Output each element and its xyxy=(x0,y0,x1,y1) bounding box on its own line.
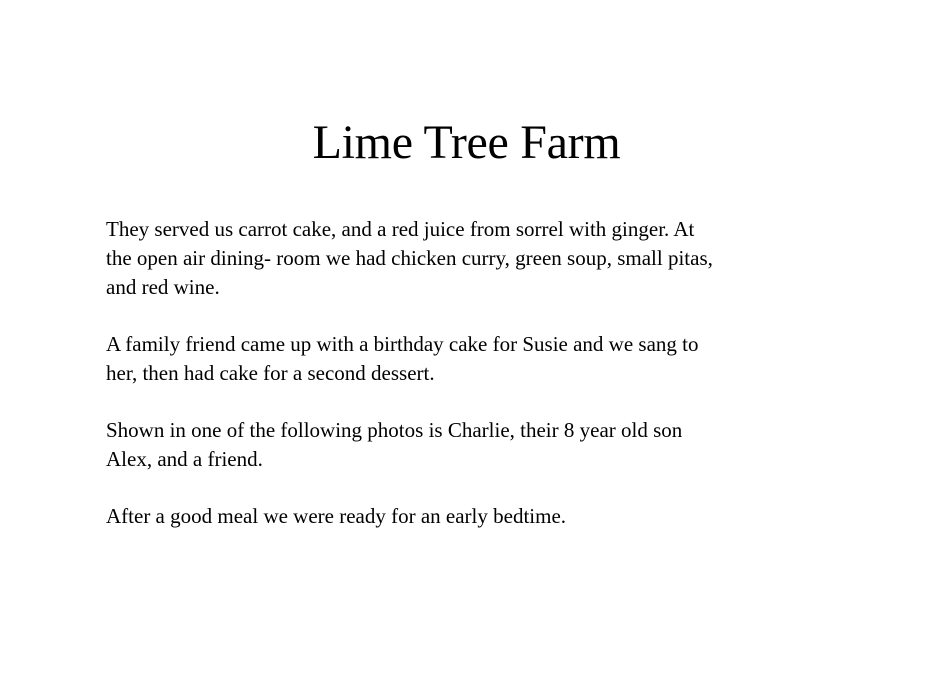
paragraph-line: and red wine. xyxy=(106,275,220,299)
body-text xyxy=(106,215,846,559)
paragraph-line: the open air dining- room we had chicken curry, green soup, small pitas, xyxy=(106,246,713,270)
paragraph-3 xyxy=(106,416,846,474)
paragraph-line: Alex, and a friend. xyxy=(106,447,263,471)
paragraph-line: her, then had cake for a second dessert. xyxy=(106,361,435,385)
paragraph-1 xyxy=(106,215,846,302)
paragraph-line: After a good meal we were ready for an early bedtime. xyxy=(106,504,567,528)
paragraph-2 xyxy=(106,330,846,388)
paragraph-4 xyxy=(106,502,846,531)
paragraph-line: A family friend came up with a birthday cake for Susie and we sang to xyxy=(106,332,699,356)
paragraph-line: Shown in one of the following photos is Charlie, their 8 year old son xyxy=(106,418,683,442)
paragraph-line: They served us carrot cake, and a red juice from sorrel with ginger. At xyxy=(106,217,695,241)
page-title: Lime Tree Farm xyxy=(312,116,621,169)
